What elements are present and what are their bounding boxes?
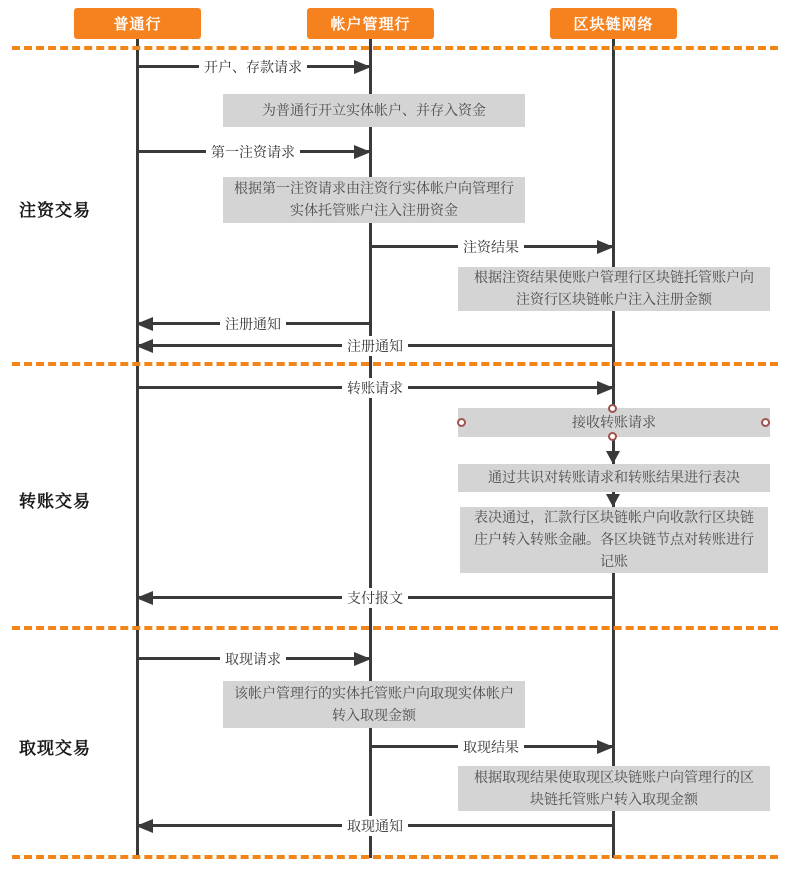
lifeline-ordinary-bank [136,39,139,858]
actor-account-manager-bank [307,8,434,39]
section-label-withdrawal: 取现交易 [19,739,91,758]
actor-ordinary-bank [74,8,201,39]
message-label: 取现通知 [342,816,408,836]
message-injection-result [370,238,613,255]
arrowhead-right-icon [597,740,614,754]
message-label: 取现结果 [458,737,524,757]
message-register-notice-blockchain [137,337,613,354]
section-separator [12,626,778,630]
message-withdraw-notice [137,817,613,834]
actor-label: 帐户管理行 [330,16,411,33]
section-label-transfer: 转账交易 [19,492,91,511]
section-label-capital-injection: 注资交易 [19,201,91,220]
arrowhead-right-icon [354,60,371,74]
note-injection-process: 根据第一注资请求由注资行实体帐户向管理行实体托管账户注入注册资金 [223,177,525,223]
arrowhead-right-icon [597,381,614,395]
section-separator [12,46,778,50]
arrowhead-right-icon [354,652,371,666]
note-open-entity-account: 为普通行开立实体帐户、并存入资金 [223,94,525,127]
message-label: 注资结果 [458,237,524,257]
anchor-point-bottom [608,432,617,441]
arrowhead-left-icon [136,819,153,833]
message-label: 取现请求 [220,649,286,669]
message-open-account-request [137,58,370,75]
arrowhead-left-icon [136,591,153,605]
section-separator [12,855,778,859]
message-first-injection-request [137,143,370,160]
actor-label: 区块链网络 [573,16,654,33]
note-withdraw-result-process: 根据取现结果使取现区块链账户向管理行的区块链托管账户转入取现金额 [458,766,770,811]
actor-blockchain-network [550,8,677,39]
note-vote-passed-bookkeeping: 表决通过，汇款行区块链帐户向收款行区块链庄户转入转账金融。各区块链节点对转账进行记账 [460,507,768,573]
arrowhead-down-icon [606,494,620,507]
message-withdraw-result [370,738,613,755]
arrowhead-down-icon [606,451,620,464]
arrowhead-right-icon [597,240,614,254]
message-transfer-request [137,379,613,396]
arrowhead-left-icon [136,339,153,353]
note-receive-transfer-request: 接收转账请求 [458,408,770,437]
anchor-point-left [457,418,466,427]
message-label: 开户、存款请求 [199,57,307,77]
section-separator [12,362,778,366]
message-label: 支付报文 [342,588,408,608]
arrowhead-right-icon [354,145,371,159]
actor-label: 普通行 [113,16,162,33]
arrowhead-left-icon [136,317,153,331]
anchor-point-top [608,404,617,413]
message-label: 注册通知 [342,336,408,356]
note-injection-result-process: 根据注资结果使账户管理行区块链托管账户向注资行区块链帐户注入注册金额 [458,267,770,311]
message-label: 转账请求 [342,378,408,398]
message-withdraw-request [137,650,370,667]
message-label: 注册通知 [220,314,286,334]
message-payment-report [137,589,613,606]
anchor-point-right [761,418,770,427]
note-withdraw-process: 该帐户管理行的实体托管账户向取现实体帐户转入取现金额 [223,681,525,728]
message-register-notice-manager [137,315,370,332]
lifeline-account-manager-bank [369,39,372,858]
note-consensus-vote: 通过共识对转账请求和转账结果进行表决 [458,464,770,492]
message-label: 第一注资请求 [206,142,300,162]
